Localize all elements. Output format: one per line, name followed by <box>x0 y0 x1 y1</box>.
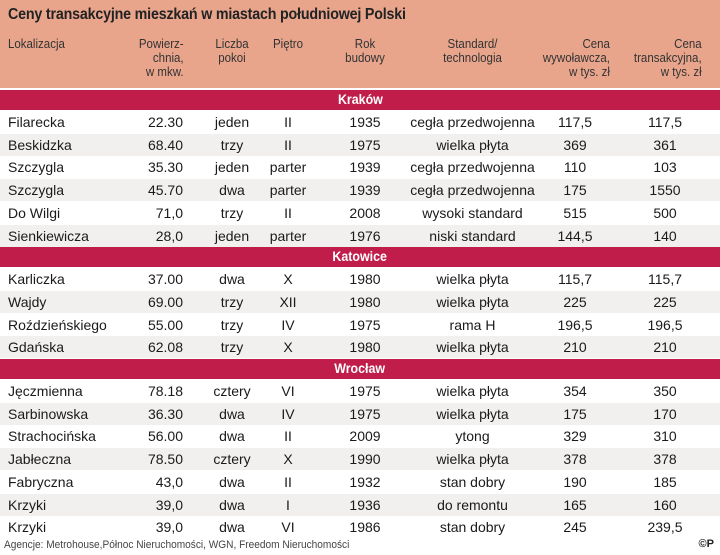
page-title: Ceny transakcyjne mieszkań w miastach południowej Polski <box>8 6 406 23</box>
cell-transaction-price: 239,5 <box>647 519 683 536</box>
cell-asking-price: 354 <box>563 383 587 399</box>
cell-location: Beskidzka <box>8 136 72 153</box>
cell-year: 1990 <box>349 451 381 468</box>
cell-area: 78.18 <box>147 383 183 399</box>
cell-location: Krzyki <box>8 519 47 536</box>
cell-asking-price: 144,5 <box>557 227 593 244</box>
cell-area: 43,0 <box>155 473 183 490</box>
cell-rooms: dwa <box>219 182 245 199</box>
cell-area: 35.30 <box>147 159 183 176</box>
cell-year: 1980 <box>349 271 381 288</box>
table-row <box>0 291 720 313</box>
cell-area: 68.40 <box>147 136 183 153</box>
table-row <box>0 471 720 493</box>
cell-year: 1939 <box>349 159 381 176</box>
cell-asking-price: 190 <box>563 473 587 490</box>
cell-transaction-price: 210 <box>653 339 677 356</box>
cell-asking-price: 225 <box>563 293 587 310</box>
table-row <box>0 336 720 358</box>
cell-location: Strachocińska <box>8 428 96 445</box>
cell-floor: X <box>283 339 293 356</box>
cell-area: 56.00 <box>147 428 183 445</box>
cell-year: 1975 <box>349 405 381 422</box>
cell-rooms: trzy <box>220 136 244 153</box>
table-row <box>0 156 720 178</box>
cell-floor: II <box>284 204 292 221</box>
cell-standard: cegła przedwojenna <box>410 114 535 130</box>
cell-rooms: dwa <box>219 271 245 288</box>
cell-area: 39,0 <box>155 496 183 513</box>
cell-year: 1935 <box>349 114 381 130</box>
cell-rooms: jeden <box>214 159 250 176</box>
cell-location: Fabryczna <box>8 473 74 490</box>
cell-location: Sienkiewicza <box>8 227 89 244</box>
city-label: Katowice <box>332 249 388 265</box>
cell-transaction-price: 310 <box>653 428 677 445</box>
table-row <box>0 179 720 201</box>
cell-year: 2009 <box>349 428 381 445</box>
cell-year: 1932 <box>349 473 381 490</box>
cell-year: 1980 <box>349 339 381 356</box>
cell-asking-price: 196,5 <box>557 316 593 333</box>
cell-area: 78.50 <box>147 451 183 468</box>
cell-rooms: trzy <box>220 339 244 356</box>
cell-asking-price: 369 <box>563 136 587 153</box>
cell-floor: VI <box>281 519 295 536</box>
cell-floor: XII <box>279 293 297 310</box>
cell-year: 1975 <box>349 316 381 333</box>
table-row <box>0 314 720 336</box>
cell-standard: wielka płyta <box>436 451 509 468</box>
cell-area: 45.70 <box>147 182 183 199</box>
cell-location: Krzyki <box>8 496 47 513</box>
column-header-standard: Standard/ technologia <box>443 37 502 65</box>
table-row <box>0 225 720 247</box>
city-label: Wrocław <box>334 361 386 376</box>
cell-standard: wysoki standard <box>422 204 523 221</box>
cell-location: Wajdy <box>8 293 47 310</box>
cell-area: 62.08 <box>147 339 183 356</box>
cell-rooms: trzy <box>220 316 244 333</box>
cell-asking-price: 515 <box>563 204 587 221</box>
cell-standard: niski standard <box>429 227 516 244</box>
cell-asking-price: 117,5 <box>558 114 592 130</box>
cell-asking-price: 115,7 <box>558 271 592 288</box>
column-header-area: Powierz- chnia, w mkw. <box>139 37 184 79</box>
table-header <box>0 0 720 88</box>
cell-standard: cegła przedwojenna <box>410 182 535 199</box>
cell-asking-price: 175 <box>563 405 587 422</box>
cell-asking-price: 329 <box>563 428 587 445</box>
cell-rooms: trzy <box>220 204 244 221</box>
table-row <box>0 380 720 402</box>
cell-location: Sarbinowska <box>8 405 89 422</box>
cell-asking-price: 245 <box>563 519 587 536</box>
cell-transaction-price: 196,5 <box>647 316 683 333</box>
section-header-city <box>0 359 720 379</box>
cell-standard: ytong <box>455 428 490 445</box>
column-header-transaction-price: Cena transakcyjna, w tys. zł <box>634 37 702 79</box>
cell-rooms: cztery <box>213 383 251 399</box>
cell-transaction-price: 140 <box>653 227 677 244</box>
cell-rooms: dwa <box>219 405 245 422</box>
cell-standard: wielka płyta <box>436 339 509 356</box>
cell-rooms: dwa <box>219 428 245 445</box>
cell-transaction-price: 1550 <box>649 182 681 199</box>
cell-year: 1976 <box>349 227 381 244</box>
cell-standard: stan dobry <box>439 519 506 536</box>
cell-transaction-price: 115,7 <box>648 271 682 288</box>
cell-transaction-price: 350 <box>653 383 677 399</box>
cell-transaction-price: 170 <box>653 405 677 422</box>
cell-transaction-price: 500 <box>653 204 677 221</box>
cell-transaction-price: 361 <box>653 136 677 153</box>
cell-location: Szczygla <box>8 182 65 199</box>
cell-rooms: jeden <box>214 114 250 130</box>
cell-floor: II <box>284 114 292 130</box>
cell-asking-price: 378 <box>563 451 587 468</box>
table-row <box>0 448 720 470</box>
cell-rooms: dwa <box>219 496 245 513</box>
cell-transaction-price: 378 <box>653 451 677 468</box>
source-note: Agencje: Metrohouse,Północ Nieruchomości, WGN, Freedom Nieruchomości <box>4 539 350 551</box>
cell-floor: IV <box>281 316 295 333</box>
cell-area: 55.00 <box>147 316 183 333</box>
table-row <box>0 494 720 516</box>
cell-standard: do remontu <box>437 496 508 513</box>
cell-rooms: trzy <box>220 293 244 310</box>
table-row <box>0 403 720 425</box>
cell-standard: stan dobry <box>439 473 506 490</box>
cell-year: 1980 <box>349 293 381 310</box>
cell-standard: wielka płyta <box>436 383 509 399</box>
cell-location: Szczygla <box>8 159 65 176</box>
cell-standard: wielka płyta <box>436 136 509 153</box>
cell-floor: parter <box>269 159 307 176</box>
cell-area: 22.30 <box>147 114 183 130</box>
city-label: Kraków <box>337 92 383 107</box>
cell-floor: X <box>283 451 293 468</box>
table-row <box>0 268 720 290</box>
cell-transaction-price: 117,5 <box>648 114 682 130</box>
cell-area: 28,0 <box>155 227 183 244</box>
cell-floor: II <box>284 136 292 153</box>
column-header-rooms: Liczba pokoi <box>215 37 249 65</box>
column-header-location: Lokalizacja <box>8 37 65 51</box>
cell-asking-price: 110 <box>563 159 587 176</box>
cell-floor: II <box>284 473 292 490</box>
cell-asking-price: 175 <box>563 182 587 199</box>
cell-area: 69.00 <box>147 293 183 310</box>
cell-area: 36.30 <box>147 405 183 422</box>
cell-asking-price: 210 <box>563 339 587 356</box>
cell-floor: parter <box>269 182 307 199</box>
cell-transaction-price: 185 <box>653 473 677 490</box>
cell-year: 1939 <box>349 182 381 199</box>
section-header-city <box>0 90 720 110</box>
cell-floor: VI <box>281 383 295 399</box>
cell-area: 71,0 <box>155 204 183 221</box>
cell-location: Filarecka <box>8 114 65 130</box>
cell-floor: X <box>283 271 293 288</box>
cell-location: Karliczka <box>8 271 65 288</box>
cell-standard: wielka płyta <box>436 293 509 310</box>
cell-floor: IV <box>281 405 295 422</box>
section-header-city <box>0 247 720 267</box>
cell-standard: cegła przedwojenna <box>410 159 535 176</box>
cell-transaction-price: 103 <box>653 159 677 176</box>
cell-year: 1986 <box>349 519 381 536</box>
cell-transaction-price: 225 <box>653 293 677 310</box>
cell-rooms: dwa <box>219 473 245 490</box>
cell-location: Roździeńskiego <box>8 316 107 333</box>
cell-standard: wielka płyta <box>436 271 509 288</box>
agency-logo: ©P <box>698 538 714 550</box>
column-header-floor: Piętro <box>272 37 304 51</box>
cell-floor: parter <box>269 227 307 244</box>
cell-year: 1975 <box>349 136 381 153</box>
table-row <box>0 425 720 447</box>
cell-rooms: dwa <box>219 519 245 536</box>
cell-location: Do Wilgi <box>8 204 61 221</box>
cell-area: 37.00 <box>147 271 183 288</box>
cell-area: 39,0 <box>155 519 183 536</box>
cell-rooms: jeden <box>214 227 250 244</box>
column-header-asking-price: Cena wywoławcza, w tys. zł <box>542 37 610 79</box>
cell-location: Jabłeczna <box>8 451 72 468</box>
table-row <box>0 516 720 538</box>
cell-year: 1936 <box>349 496 381 513</box>
column-header-year: Rok budowy <box>345 37 385 65</box>
cell-location: Jęczmienna <box>8 383 83 399</box>
cell-rooms: cztery <box>213 451 251 468</box>
table-row <box>0 134 720 156</box>
cell-floor: II <box>284 428 292 445</box>
cell-transaction-price: 160 <box>653 496 677 513</box>
cell-standard: wielka płyta <box>436 405 509 422</box>
table-row <box>0 202 720 224</box>
cell-year: 1975 <box>349 383 381 399</box>
cell-standard: rama H <box>449 316 496 333</box>
cell-year: 2008 <box>349 204 381 221</box>
cell-asking-price: 165 <box>563 496 587 513</box>
cell-floor: I <box>286 496 290 513</box>
table-row <box>0 111 720 133</box>
cell-location: Gdańska <box>8 339 65 356</box>
